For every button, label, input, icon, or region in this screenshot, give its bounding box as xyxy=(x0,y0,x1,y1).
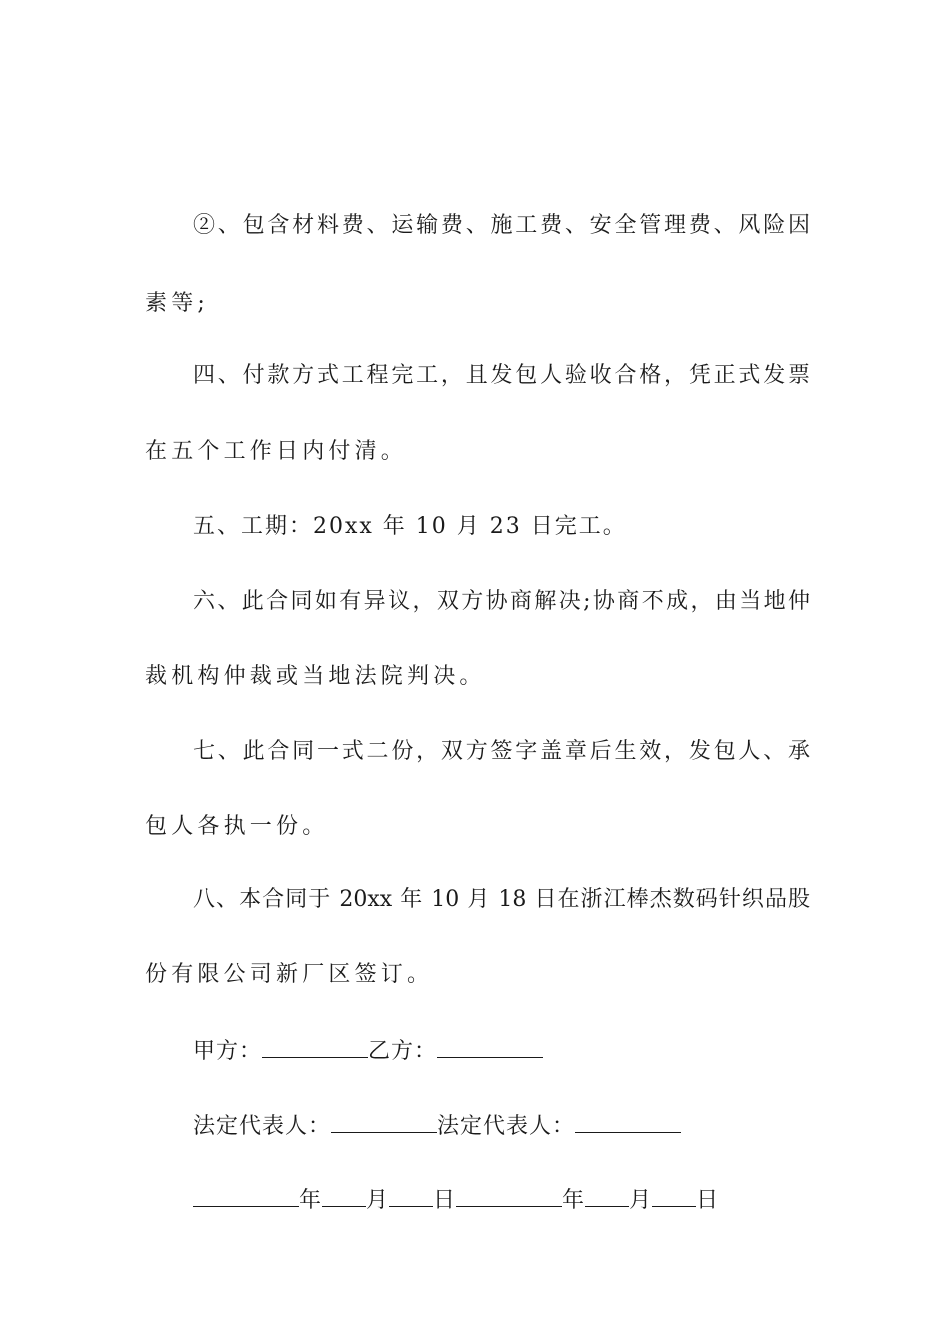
date-b-month-label: 月 xyxy=(629,1188,653,1213)
clause-6-dispute-line-2: 裁机构仲裁或当地法院判决。 xyxy=(145,664,486,689)
clause-2-cost-line-2: 素等; xyxy=(145,291,210,316)
date-b-day-label: 日 xyxy=(696,1188,720,1213)
date-a-day-blank[interactable] xyxy=(389,1184,433,1207)
clause-2-cost-line-1: ②、包含材料费、运输费、施工费、安全管理费、风险因 xyxy=(193,213,810,238)
party-a-blank[interactable] xyxy=(262,1035,368,1058)
legal-rep-signature-line xyxy=(193,1110,810,1143)
legal-rep-b-label: 法定代表人： xyxy=(437,1114,576,1139)
clause-8-signing-line-1: 八、本合同于 20xx 年 10 月 18 日在浙江棒杰数码针织品股 xyxy=(193,887,810,912)
legal-rep-b-blank[interactable] xyxy=(575,1110,681,1133)
legal-rep-a-label: 法定代表人： xyxy=(193,1114,332,1139)
date-a-year-label: 年 xyxy=(299,1188,323,1213)
date-a-month-label: 月 xyxy=(366,1188,390,1213)
clause-4-payment-line-1: 四、付款方式工程完工，且发包人验收合格，凭正式发票 xyxy=(193,363,810,388)
clause-6-dispute-line-1: 六、此合同如有异议，双方协商解决;协商不成，由当地仲 xyxy=(193,589,810,614)
party-a-label: 甲方： xyxy=(193,1039,263,1064)
date-b-year-label: 年 xyxy=(562,1188,586,1213)
date-a-month-blank[interactable] xyxy=(322,1184,366,1207)
party-signature-line xyxy=(193,1035,810,1068)
clause-4-payment-line-2: 在五个工作日内付清。 xyxy=(145,439,408,464)
legal-rep-a-blank[interactable] xyxy=(331,1110,437,1133)
clause-5-schedule: 五、工期：20xx 年 10 月 23 日完工。 xyxy=(193,514,627,539)
date-a-day-label: 日 xyxy=(433,1188,457,1213)
date-b-year-blank[interactable] xyxy=(456,1184,562,1207)
date-b-day-blank[interactable] xyxy=(652,1184,696,1207)
clause-7-copies-line-1: 七、此合同一式二份，双方签字盖章后生效，发包人、承 xyxy=(193,739,810,764)
clause-7-copies-line-2: 包人各执一份。 xyxy=(145,814,329,839)
party-b-blank[interactable] xyxy=(437,1035,543,1058)
clause-8-signing-line-2: 份有限公司新厂区签订。 xyxy=(145,962,434,987)
date-signature-line xyxy=(193,1184,810,1217)
party-b-label: 乙方： xyxy=(368,1039,438,1064)
date-b-month-blank[interactable] xyxy=(585,1184,629,1207)
date-a-year-blank[interactable] xyxy=(193,1184,299,1207)
